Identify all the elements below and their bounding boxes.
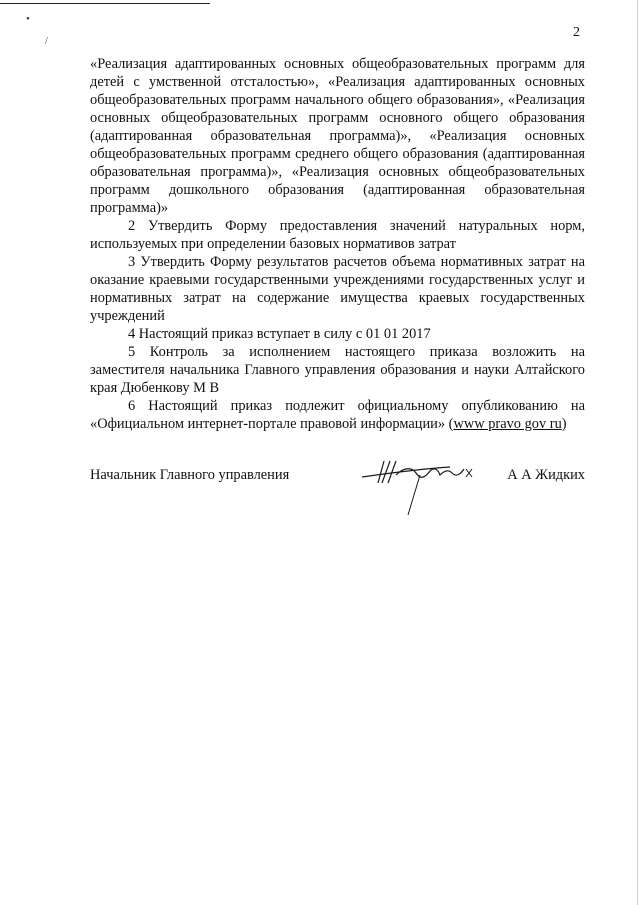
signatory-position: Начальник Главного управления (90, 467, 290, 483)
paragraph-item-2: 2 Утвердить Форму предоставления значений натуральных норм, используемых при определении базовых нормативов затрат (90, 218, 585, 252)
item-6-text: 6 Настоящий приказ подлежит официальному опубликованию на «Официальном интернет-портале правовой информации» ( (90, 398, 585, 432)
paragraph-item-3: 3 Утвердить Форму результатов расчетов объема нормативных затрат на оказание краевыми государственными учреждениями государственных услуг и нормативных затрат на содержание имущества краевых государственных учреждений (90, 254, 585, 324)
scan-mark: • (26, 13, 30, 25)
handwritten-signature (360, 453, 510, 523)
scan-mark: / (45, 36, 48, 47)
paragraph-item-6 (90, 397, 585, 433)
top-rule (0, 3, 210, 4)
scan-edge (637, 0, 638, 905)
signatory-name: А А Жидких (507, 467, 585, 483)
item-6-end: ) (561, 416, 567, 432)
paragraph-item-4: 4 Настоящий приказ вступает в силу с 01 01 2017 (128, 326, 431, 342)
paragraph-continuation: «Реализация адаптированных основных общеобразовательных программ для детей с умственной отсталостью», «Реализация адаптированных основных общеобразовательных программ начального общего образования», «Реализация основных общеобразовательных программ основного общего образования (адаптированная образовательная программа)», «Реализация основных общеобразовательных программ среднего общего образования (адаптированная образовательная программа)», «Реализация основных общеобразовательных программ дошкольного образования (адаптированная образовательная программа)» (90, 56, 585, 216)
publication-link[interactable]: www pravo gov ru (453, 416, 562, 432)
page-number: 2 (573, 25, 580, 40)
signature-block (90, 453, 585, 523)
paragraph-item-5: 5 Контроль за исполнением настоящего приказа возложить на заместителя начальника Главного управления образования и науки Алтайского края Дюбенкову М В (90, 344, 585, 396)
document-body (90, 55, 585, 433)
